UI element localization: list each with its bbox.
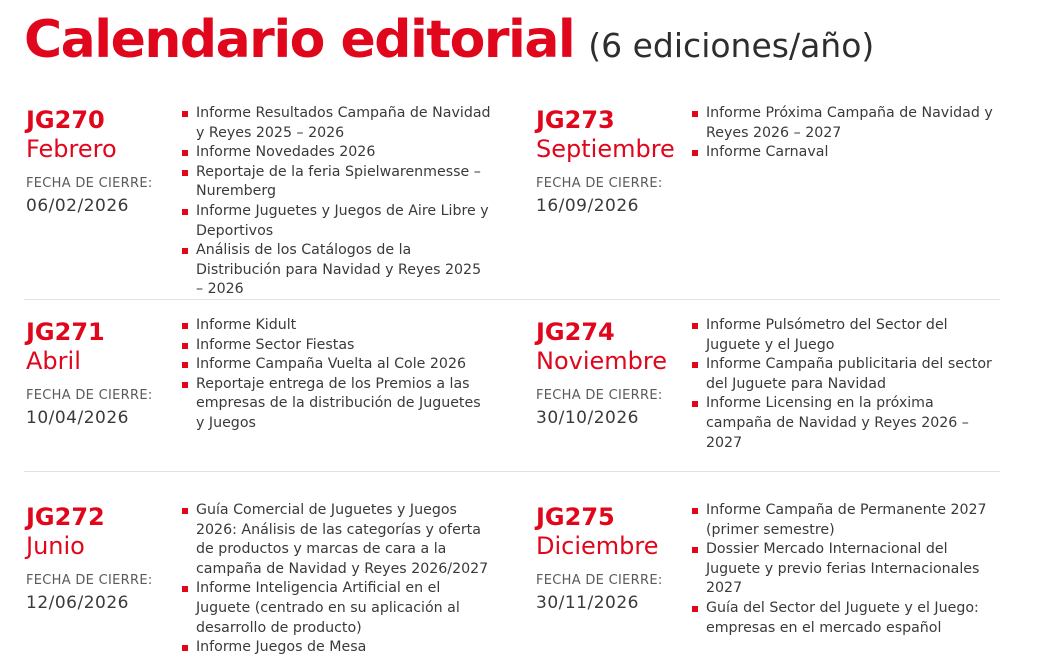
topic-list-jg273 <box>690 104 1002 163</box>
bullet-square-icon <box>692 508 698 514</box>
page-title: Calendario editorial <box>24 10 575 70</box>
bullet-square-icon <box>182 209 188 215</box>
topic-item <box>180 638 492 658</box>
edition-month: Febrero <box>26 135 117 163</box>
topic-text: Dossier Mercado Internacional del Juguete y previo ferias Internacionales 2027 <box>706 541 980 597</box>
topic-list-jg272 <box>180 501 492 658</box>
topic-text: Informe Campaña Vuelta al Cole 2026 <box>196 356 466 373</box>
bullet-square-icon <box>692 606 698 612</box>
bullet-square-icon <box>692 323 698 329</box>
topic-item <box>180 241 492 300</box>
topic-text: Informe Juegos de Mesa <box>196 639 367 656</box>
topic-text: Informe Inteligencia Artificial en el Juguete (centrado en su aplicación al desarrollo de producto) <box>196 580 460 636</box>
topic-text: Reportaje de la feria Spielwarenmesse – Nuremberg <box>196 163 481 200</box>
topic-list-jg274 <box>690 316 1002 453</box>
bullet-square-icon <box>692 362 698 368</box>
closing-date: 10/04/2026 <box>26 408 129 428</box>
topic-list-jg270 <box>180 104 492 300</box>
edition-month: Junio <box>26 532 85 560</box>
bullet-square-icon <box>182 343 188 349</box>
topic-item <box>690 540 1002 599</box>
topic-text: Informe Próxima Campaña de Navidad y Reyes 2026 – 2027 <box>706 105 993 141</box>
closing-date-label: FECHA DE CIERRE: <box>26 573 153 588</box>
topic-text: Informe Campaña publicitaria del sector del Juguete para Navidad <box>706 356 992 392</box>
row-divider <box>24 471 1000 472</box>
edition-code: JG274 <box>536 318 615 346</box>
edition-code: JG275 <box>536 503 615 531</box>
topic-item <box>180 375 492 434</box>
bullet-square-icon <box>182 508 188 514</box>
topic-item <box>180 336 492 356</box>
edition-info-jg272 <box>26 503 153 613</box>
edition-info-jg270 <box>26 106 153 216</box>
topic-text: Informe Novedades 2026 <box>196 144 376 161</box>
closing-date-label: FECHA DE CIERRE: <box>26 176 153 191</box>
edition-code: JG271 <box>26 318 105 346</box>
bullet-square-icon <box>692 150 698 156</box>
topic-item <box>690 599 1002 638</box>
topic-text: Reportaje entrega de los Premios a las empresas de la distribución de Juguetes y Juegos <box>196 375 481 431</box>
edition-month: Septiembre <box>536 135 675 163</box>
topic-item <box>180 355 492 375</box>
topic-text: Informe Campaña de Permanente 2027 (primer semestre) <box>706 502 987 538</box>
row-divider <box>24 299 1000 300</box>
topic-item <box>690 143 1002 163</box>
closing-date-label: FECHA DE CIERRE: <box>536 573 663 588</box>
bullet-square-icon <box>182 150 188 156</box>
topic-item <box>180 501 492 579</box>
topic-item <box>180 579 492 638</box>
topic-item <box>690 501 1002 540</box>
topic-item <box>180 163 492 202</box>
bullet-square-icon <box>182 323 188 329</box>
topic-item <box>690 316 1002 355</box>
topic-item <box>690 104 1002 143</box>
edition-month: Noviembre <box>536 347 667 375</box>
bullet-square-icon <box>182 170 188 176</box>
topic-text: Informe Sector Fiestas <box>196 336 355 353</box>
topic-text: Informe Kidult <box>196 317 297 333</box>
topic-list-jg275 <box>690 501 1002 638</box>
topic-list-jg271 <box>180 316 492 434</box>
bullet-square-icon <box>692 401 698 407</box>
topic-item <box>180 316 492 336</box>
edition-code: JG270 <box>26 106 105 134</box>
edition-info-jg271 <box>26 318 153 428</box>
bullet-square-icon <box>182 362 188 368</box>
topic-item <box>690 394 1002 453</box>
topic-text: Guía del Sector del Juguete y el Juego: empresas en el mercado español <box>706 599 979 636</box>
closing-date: 16/09/2026 <box>536 196 639 216</box>
closing-date: 06/02/2026 <box>26 196 129 216</box>
topic-text: Informe Pulsómetro del Sector del Juguete y el Juego <box>706 317 948 353</box>
edition-code: JG273 <box>536 106 615 134</box>
topic-item <box>690 355 1002 394</box>
edition-month: Diciembre <box>536 532 659 560</box>
topic-item <box>180 143 492 163</box>
bullet-square-icon <box>692 547 698 553</box>
bullet-square-icon <box>182 586 188 592</box>
topic-item <box>180 104 492 143</box>
page-header <box>24 10 874 70</box>
bullet-square-icon <box>692 111 698 117</box>
topic-text: Análisis de los Catálogos de la Distribución para Navidad y Reyes 2025 – 2026 <box>196 242 482 298</box>
topic-item <box>180 202 492 241</box>
topic-text: Informe Carnaval <box>706 144 829 161</box>
closing-date: 30/11/2026 <box>536 593 639 613</box>
edition-info-jg274 <box>536 318 667 428</box>
page-subtitle: (6 ediciones/año) <box>588 26 875 65</box>
edition-info-jg273 <box>536 106 675 216</box>
topic-text: Guía Comercial de Juguetes y Juegos 2026: Análisis de las categorías y oferta de productos y marcas de cara a la campaña de Navidad y Reyes 2026/2027 <box>196 502 489 577</box>
closing-date: 12/06/2026 <box>26 593 129 613</box>
bullet-square-icon <box>182 382 188 388</box>
closing-date-label: FECHA DE CIERRE: <box>26 388 153 403</box>
closing-date-label: FECHA DE CIERRE: <box>536 176 663 191</box>
edition-code: JG272 <box>26 503 105 531</box>
bullet-square-icon <box>182 111 188 117</box>
closing-date-label: FECHA DE CIERRE: <box>536 388 663 403</box>
closing-date: 30/10/2026 <box>536 408 639 428</box>
bullet-square-icon <box>182 645 188 651</box>
topic-text: Informe Resultados Campaña de Navidad y Reyes 2025 – 2026 <box>196 105 491 141</box>
topic-text: Informe Juguetes y Juegos de Aire Libre y Deportivos <box>196 202 489 239</box>
topic-text: Informe Licensing en la próxima campaña de Navidad y Reyes 2026 – 2027 <box>706 395 969 451</box>
edition-info-jg275 <box>536 503 663 613</box>
bullet-square-icon <box>182 248 188 254</box>
edition-month: Abril <box>26 347 81 375</box>
